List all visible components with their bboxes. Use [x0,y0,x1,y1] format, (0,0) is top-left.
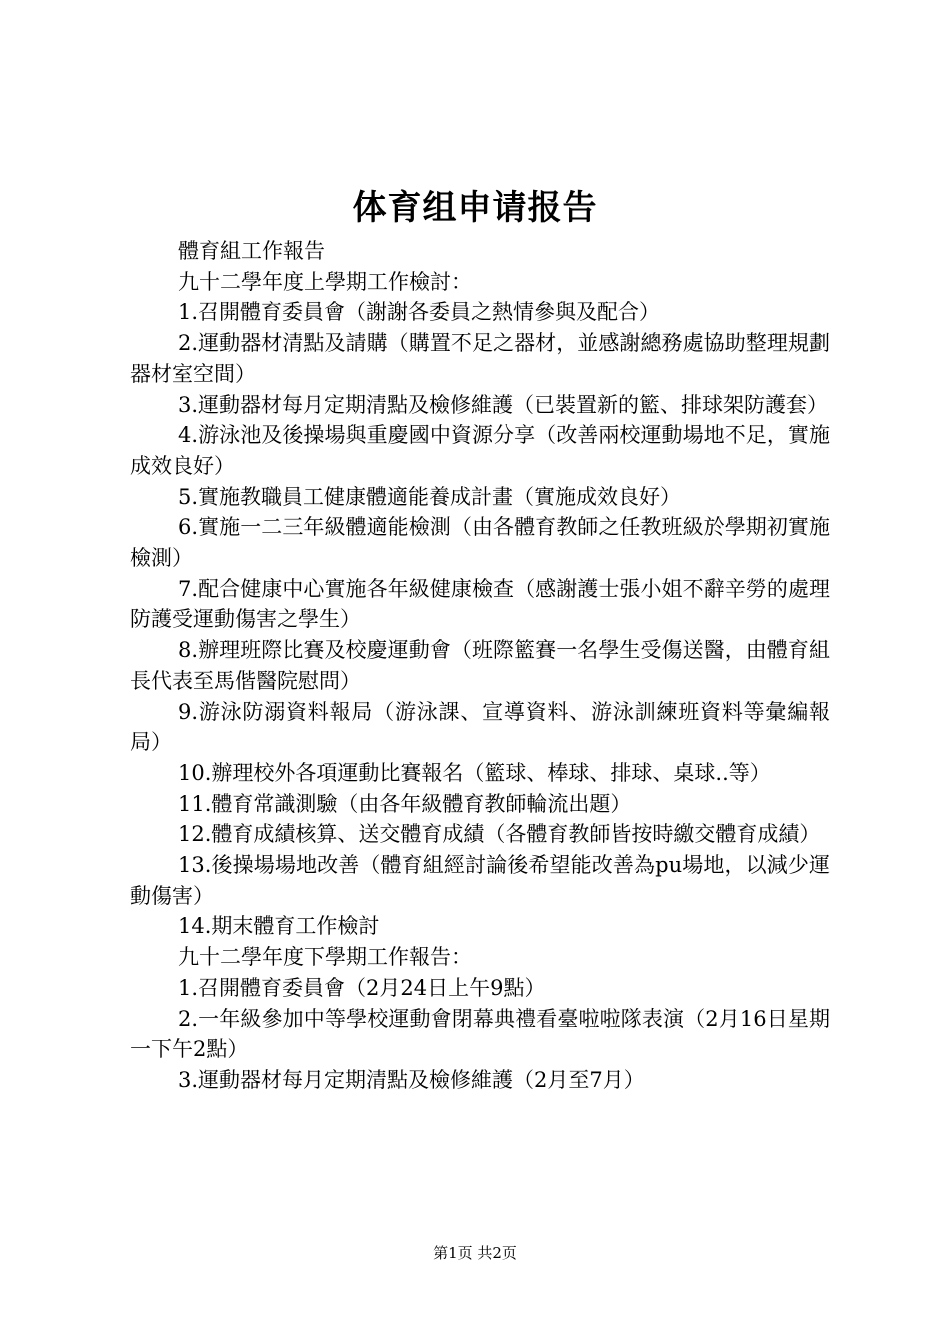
paragraph: 3.運動器材每月定期清點及檢修維護（已裝置新的籃、排球架防護套） [178,392,829,417]
document-title: 体育组申请报告 [352,188,598,228]
paragraph: 8.辦理班際比賽及校慶運動會（班際籃賽一名學生受傷送醫，由體育組長代表至馬偕醫院慰問） [130,638,830,693]
paragraph: 11.體育常識測驗（由各年級體育教師輪流出題） [178,791,632,816]
page-footer: 第1页 共2页 [433,1244,517,1262]
paragraph: 2.一年級參加中等學校運動會閉幕典禮看臺啦啦隊表演（2月16日星期一下午2點） [130,1006,830,1062]
paragraph: 4.游泳池及後操場與重慶國中資源分享（改善兩校運動場地不足，實施成效良好） [130,423,830,478]
paragraph: 5.實施教職員工健康體適能養成計畫（實施成效良好） [178,484,682,509]
document-body [130,236,830,1096]
paragraph: 1.召開體育委員會（謝謝各委員之熱情參與及配合） [178,300,661,325]
paragraph: 9.游泳防溺資料報局（游泳課、宣導資料、游泳訓練班資料等彙編報局） [130,699,830,755]
paragraph: 3.運動器材每月定期清點及檢修維護（2月至7月） [178,1067,645,1092]
paragraph: 6.實施一二三年級體適能檢測（由各體育教師之任教班級於學期初實施檢測） [130,515,830,571]
paragraph: 7.配合健康中心實施各年級健康檢查（感謝護士張小姐不辭辛勞的處理防護受運動傷害之學生） [130,576,830,632]
paragraph: 體育組工作報告 [178,239,325,263]
paragraph: 14.期末體育工作檢討 [178,914,380,939]
paragraph: 九十二學年度下學期工作報告： [178,945,472,970]
paragraph: 10.辦理校外各項運動比賽報名（籃球、棒球、排球、桌球..等） [178,760,771,785]
paragraph: 12.體育成績核算、送交體育成績（各體育教師皆按時繳交體育成績） [178,822,821,847]
paragraph: 九十二學年度上學期工作檢討： [178,269,472,294]
paragraph: 2.運動器材清點及請購（購置不足之器材，並感謝總務處協助整理規劃器材室空間） [130,331,830,386]
paragraph: 13.後操場場地改善（體育組經討論後希望能改善為pu場地，以減少運動傷害） [130,853,830,908]
paragraph: 1.召開體育委員會（2月24日上午9點） [178,975,546,1000]
